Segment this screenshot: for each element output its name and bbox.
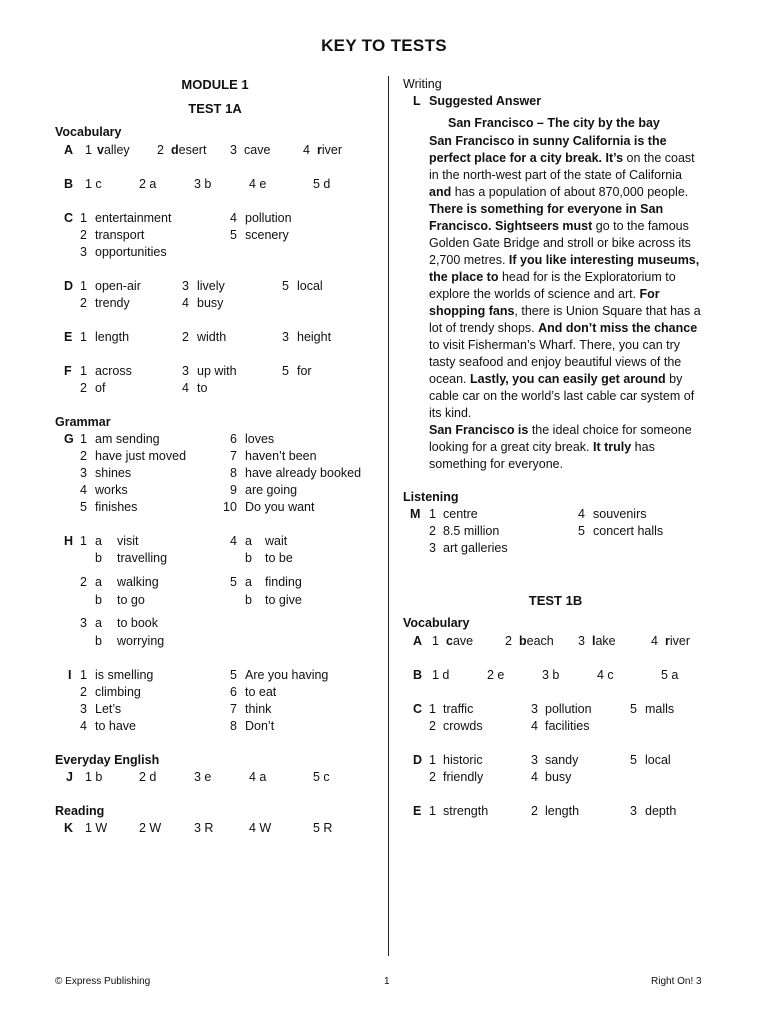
item-number: 2	[531, 804, 538, 818]
answer: desert	[171, 143, 207, 157]
item-number: 2	[80, 296, 87, 310]
section-letter: D	[64, 279, 74, 293]
answer: open-air	[95, 279, 141, 293]
item-number: 1	[85, 143, 92, 157]
section-letter: C	[413, 702, 423, 716]
suggested-answer-label: Suggested Answer	[429, 94, 542, 108]
answer: traffic	[443, 702, 474, 716]
column-divider	[388, 76, 389, 956]
option-letter: b	[95, 634, 102, 648]
item-number: 1	[80, 211, 87, 225]
item-number: 3	[531, 753, 538, 767]
item-number: 3	[182, 364, 189, 378]
answer: 4 e	[249, 177, 267, 191]
answer: malls	[645, 702, 675, 716]
item-number: 3	[80, 616, 87, 630]
answer: cave	[244, 143, 271, 157]
answer: 1 W	[85, 821, 108, 835]
item-number: 2	[182, 330, 189, 344]
essay-paragraph-2: San Francisco is the ideal choice for someone looking for a great city break. It truly has something for everyone.	[429, 423, 692, 471]
section-letter: H	[64, 534, 74, 548]
item-number: 4	[182, 381, 189, 395]
item-number: 1	[80, 668, 87, 682]
answer: beach	[519, 634, 554, 648]
section-letter: E	[64, 330, 73, 344]
item-number: 3	[578, 634, 585, 648]
item-number: 2	[80, 575, 87, 589]
answer: climbing	[95, 685, 141, 699]
grammar-label: Grammar	[55, 415, 111, 429]
item-number: 5	[578, 524, 585, 538]
item-number: 3	[80, 245, 87, 259]
item-number: 5	[630, 702, 637, 716]
everyday-english-label: Everyday English	[55, 753, 160, 767]
item-number: 2	[80, 685, 87, 699]
item-number: 1	[429, 753, 436, 767]
item-number: 1	[80, 432, 87, 446]
answer: wait	[265, 534, 288, 548]
answer: centre	[443, 507, 478, 521]
answer: travelling	[117, 551, 168, 565]
answer: entertainment	[95, 211, 172, 225]
answer: 3 R	[194, 821, 214, 835]
answer: 4 W	[249, 821, 272, 835]
answer: have already booked	[245, 466, 362, 480]
item-number: 2	[429, 719, 436, 733]
item-number: 1	[432, 634, 439, 648]
item-number: 10	[223, 500, 237, 514]
item-number: 2	[505, 634, 512, 648]
answer: height	[297, 330, 332, 344]
item-number: 6	[230, 685, 237, 699]
answer: works	[95, 483, 128, 497]
answer: 2 e	[487, 668, 505, 682]
page-title: KEY TO TESTS	[321, 36, 447, 55]
item-number: 2	[429, 524, 436, 538]
item-number: 4	[651, 634, 658, 648]
writing-label: Writing	[403, 77, 442, 91]
answer: art galleries	[443, 541, 508, 555]
section-letter: C	[64, 211, 74, 225]
item-number: 1	[80, 534, 87, 548]
section-letter: L	[413, 94, 421, 108]
answer: facilities	[545, 719, 590, 733]
option-letter: a	[95, 575, 102, 589]
item-number: 4	[230, 211, 237, 225]
item-number: 3	[80, 466, 87, 480]
answer: pollution	[545, 702, 592, 716]
item-number: 4	[303, 143, 310, 157]
section-letter: B	[64, 177, 74, 191]
vocabulary-label: Vocabulary	[55, 125, 122, 139]
section-letter: J	[66, 770, 73, 784]
footer-publisher: © Express Publishing	[55, 976, 151, 987]
item-number: 1	[429, 804, 436, 818]
essay-paragraph-1: San Francisco in sunny California is the perfect place for a city break. It’s on the coast in the north-west part of the state of California and has a population of about 870,000 people. There is something for everyone in San Francisco. Sightseers must go to the famous Golden Gate Bridge and stroll or bike across its 2,700 metres. If you like interesting museums, the place to head for is the Exploratorium to explore the worlds of science and art. For shopping fans, there is Union Square that has a lot of trendy shops. And don’t miss the chance to visit Fisherman’s Wharf. There, you can try tasty seafood and enjoy beautiful views of the ocean. Lastly, you can easily get around by cable car on the world’s last cable car system of its kind.	[429, 134, 701, 420]
answer: to	[197, 381, 208, 395]
item-number: 2	[80, 228, 87, 242]
section-letter: D	[413, 753, 423, 767]
answer: 3 b	[194, 177, 212, 191]
item-number: 5	[80, 500, 87, 514]
footer-book-title: Right On! 3	[651, 976, 702, 987]
item-number: 4	[578, 507, 585, 521]
answer: finishes	[95, 500, 138, 514]
essay-title: San Francisco – The city by the bay	[448, 116, 660, 130]
section-letter: A	[64, 143, 74, 157]
answer: am sending	[95, 432, 160, 446]
answer: busy	[545, 770, 572, 784]
item-number: 1	[80, 330, 87, 344]
answer: visit	[117, 534, 139, 548]
option-letter: a	[245, 534, 252, 548]
item-number: 3	[230, 143, 237, 157]
answer: to give	[265, 593, 302, 607]
section-letter: G	[64, 432, 74, 446]
reading-label: Reading	[55, 804, 105, 818]
page-number: 1	[384, 976, 390, 987]
item-number: 1	[429, 507, 436, 521]
answer: to go	[117, 593, 145, 607]
item-number: 4	[80, 719, 87, 733]
item-number: 2	[80, 449, 87, 463]
item-number: 5	[230, 228, 237, 242]
answer: loves	[245, 432, 275, 446]
answer: trendy	[95, 296, 130, 310]
item-number: 1	[429, 702, 436, 716]
answer: local	[645, 753, 671, 767]
item-number: 6	[230, 432, 237, 446]
item-number: 1	[80, 364, 87, 378]
item-number: 2	[429, 770, 436, 784]
answer: river	[317, 143, 343, 157]
option-letter: b	[245, 593, 252, 607]
answer: to have	[95, 719, 137, 733]
item-number: 7	[230, 449, 237, 463]
item-number: 3	[429, 541, 436, 555]
answer: 1 b	[85, 770, 103, 784]
answer: 2 W	[139, 821, 162, 835]
answer: opportunities	[95, 245, 167, 259]
option-letter: b	[95, 593, 102, 607]
answer: strength	[443, 804, 489, 818]
answer: shines	[95, 466, 132, 480]
answer: 4 a	[249, 770, 267, 784]
option-letter: b	[245, 551, 252, 565]
module-heading: MODULE 1	[181, 77, 249, 92]
section-letter: B	[413, 668, 423, 682]
item-number: 3	[531, 702, 538, 716]
answer: length	[95, 330, 130, 344]
answer: is smelling	[95, 668, 154, 682]
answer: Let’s	[95, 702, 122, 716]
item-number: 3	[80, 702, 87, 716]
item-number: 8	[230, 719, 237, 733]
answer: Don’t	[245, 719, 275, 733]
item-number: 4	[531, 770, 538, 784]
answer: busy	[197, 296, 224, 310]
item-number: 2	[80, 381, 87, 395]
section-letter: M	[410, 507, 421, 521]
answer: to be	[265, 551, 293, 565]
answer: 3 e	[194, 770, 212, 784]
item-number: 5	[282, 364, 289, 378]
answer: worrying	[117, 634, 165, 648]
answer: up with	[197, 364, 237, 378]
item-number: 7	[230, 702, 237, 716]
answer: local	[297, 279, 323, 293]
item-number: 4	[80, 483, 87, 497]
answer: crowds	[443, 719, 483, 733]
answer: have just moved	[95, 449, 187, 463]
answer: 5 R	[313, 821, 333, 835]
answer: for	[297, 364, 312, 378]
answer: lively	[197, 279, 225, 293]
item-number: 3	[182, 279, 189, 293]
answer: 1 d	[432, 668, 450, 682]
item-number: 2	[157, 143, 164, 157]
section-letter: I	[68, 668, 72, 682]
item-number: 5	[230, 575, 237, 589]
listening-label: Listening	[403, 490, 459, 504]
test-1a-heading: TEST 1A	[188, 101, 242, 116]
item-number: 4	[182, 296, 189, 310]
section-letter: E	[413, 804, 422, 818]
option-letter: a	[95, 616, 102, 630]
answer: sandy	[545, 753, 579, 767]
answer: friendly	[443, 770, 484, 784]
answer: cave	[446, 634, 474, 648]
section-letter: K	[64, 821, 74, 835]
answer: to eat	[245, 685, 277, 699]
answer: Do you want	[245, 500, 315, 514]
answer: width	[197, 330, 227, 344]
test-1b-heading: TEST 1B	[528, 593, 583, 608]
answer: to book	[117, 616, 159, 630]
answer: concert halls	[593, 524, 664, 538]
item-number: 5	[230, 668, 237, 682]
answer: 4 c	[597, 668, 614, 682]
item-number: 5	[630, 753, 637, 767]
answer: 5 c	[313, 770, 330, 784]
answer: 5 a	[661, 668, 679, 682]
answer: think	[245, 702, 272, 716]
answer: 3 b	[542, 668, 560, 682]
item-number: 5	[282, 279, 289, 293]
answer: are going	[245, 483, 298, 497]
answer: 5 d	[313, 177, 331, 191]
item-number: 8	[230, 466, 237, 480]
answer: valley	[97, 143, 130, 157]
item-number: 3	[630, 804, 637, 818]
answer: depth	[645, 804, 677, 818]
answer: scenery	[245, 228, 289, 242]
option-letter: a	[245, 575, 252, 589]
answer: finding	[265, 575, 302, 589]
answer: Are you having	[245, 668, 329, 682]
answer: souvenirs	[593, 507, 647, 521]
answer: 2 a	[139, 177, 157, 191]
answer: of	[95, 381, 106, 395]
answer: 1 c	[85, 177, 102, 191]
answer: historic	[443, 753, 483, 767]
answer: 2 d	[139, 770, 157, 784]
section-letter: F	[64, 364, 72, 378]
option-letter: a	[95, 534, 102, 548]
answer: across	[95, 364, 132, 378]
answer: river	[665, 634, 691, 648]
essay-body	[429, 133, 707, 473]
answer: haven’t been	[245, 449, 317, 463]
item-number: 4	[531, 719, 538, 733]
vocabulary-label: Vocabulary	[403, 616, 470, 630]
item-number: 4	[230, 534, 237, 548]
answer: pollution	[245, 211, 292, 225]
item-number: 3	[282, 330, 289, 344]
answer: lake	[592, 634, 616, 648]
item-number: 1	[80, 279, 87, 293]
option-letter: b	[95, 551, 102, 565]
answer: 8.5 million	[443, 524, 500, 538]
answer: walking	[117, 575, 159, 589]
item-number: 9	[230, 483, 237, 497]
section-letter: A	[413, 634, 423, 648]
answer: length	[545, 804, 580, 818]
answer: transport	[95, 228, 145, 242]
